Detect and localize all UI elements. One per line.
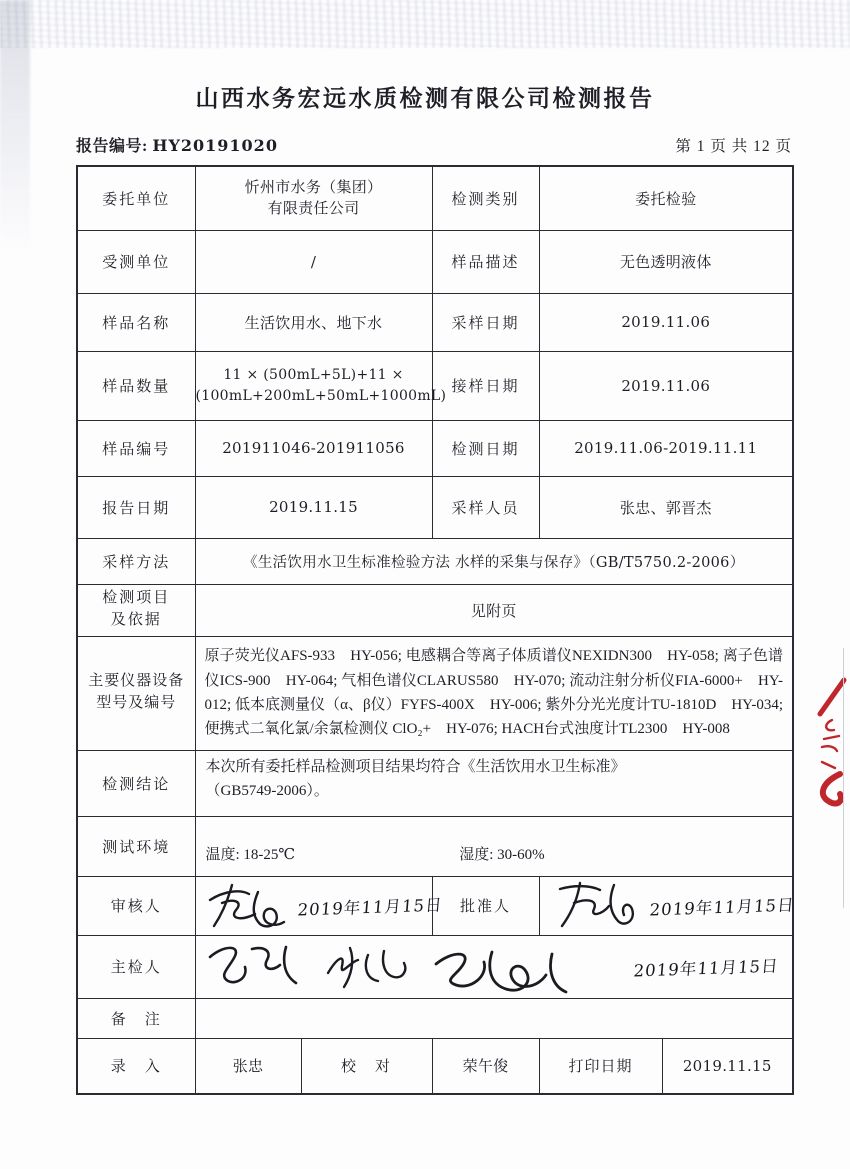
value-sample-name: 生活饮用水、地下水 [195,293,432,351]
value-test-environment [195,816,793,876]
label-test-category: 检测类别 [432,166,539,230]
value-print-date: 2019.11.15 [662,1038,793,1094]
inspector-signature-3 [426,944,576,1002]
value-remarks [195,998,793,1038]
label-sample-description: 样品描述 [432,230,539,293]
report-number [76,133,278,156]
label-reviewer: 审核人 [77,876,195,935]
table-row [77,636,793,750]
value-sample-number: 201911046-201911056 [195,420,432,476]
label-chief-inspector: 主检人 [77,935,195,998]
value-test-items-basis: 见附页 [195,584,793,636]
value-report-date: 2019.11.15 [195,476,432,538]
value-sampling-personnel: 张忠、郭晋杰 [539,476,793,538]
chief-inspector-signature-cell [195,935,793,998]
table-row [77,816,793,876]
value-test-conclusion: 本次所有委托样品检测项目结果均符合《生活饮用水卫生标准》 （GB5749-2006）。 [195,750,793,816]
inspector-signature-1 [202,939,306,995]
label-receiving-date: 接样日期 [432,351,539,420]
label-test-items-basis: 检测项目 及依据 [77,584,195,636]
label-tested-unit: 受测单位 [77,230,195,293]
reviewer-signature [202,880,298,932]
reviewer-signature-cell [195,876,443,935]
label-sampling-date: 采样日期 [432,293,539,351]
table-row [77,293,793,351]
table-row [77,584,793,636]
environment-temperature: 温度: 18-25℃ [205,846,296,863]
approver-sign-date: 2019年11月15日 [648,894,795,920]
table-row [77,876,793,935]
report-meta [76,133,792,156]
value-entered-by: 张忠 [195,1038,301,1094]
label-remarks: 备 注 [77,998,195,1038]
label-print-date: 打印日期 [539,1038,662,1094]
table-row [77,230,793,293]
table-row [77,750,793,816]
page-edge-line [843,648,844,908]
reviewer-sign-date: 2019年11月15日 [296,894,443,920]
approver-signature-cell [539,876,793,935]
report-number-label: 报告编号: [76,138,153,155]
label-entered-by: 录 入 [77,1038,195,1094]
table-row [77,538,793,584]
environment-humidity: 湿度: 30-60% [459,846,545,863]
label-sample-number: 样品编号 [77,420,195,476]
value-main-instruments: 原子荧光仪AFS-933 HY-056; 电感耦合等离子体质谱仪NEXIDN300 HY-058; 离子色谱仪ICS-900 HY-064; 气相色谱仪CLARUS580 HY-070; 流动注射分析仪FIA-6000+ HY-012; 低本底测量仪（α、β仪）FYFS-400X HY-006; 紫外分光光度计TU-1810D HY-034; 便携式二氧化氯/余氯检测仪 ClO₂+ HY-076; HACH台式浊度计TL2300 HY-008 [195,636,793,750]
label-entrust-unit: 委托单位 [77,166,195,230]
label-report-date: 报告日期 [77,476,195,538]
inspector-signature-2 [320,941,416,993]
value-testing-date: 2019.11.06-2019.11.11 [539,420,793,476]
label-main-instruments: 主要仪器设备 型号及编号 [77,636,195,750]
label-test-conclusion: 检测结论 [77,750,195,816]
scan-noise-left [0,0,30,320]
page-title: 山西水务宏远水质检测有限公司检测报告 [195,86,655,111]
table-row [77,420,793,476]
scan-noise-top [0,0,850,48]
label-sample-quantity: 样品数量 [77,351,195,420]
value-test-category: 委托检验 [539,166,793,230]
table-row [77,998,793,1038]
label-sampling-personnel: 采样人员 [432,476,539,538]
page-indicator: 第 1 页 共 12 页 [675,138,792,155]
table-row [77,351,793,420]
label-test-environment: 测试环境 [77,816,195,876]
report-number-value: HY20191020 [152,136,278,155]
value-receiving-date: 2019.11.06 [539,351,793,420]
inspector-sign-date: 2019年11月15日 [632,955,779,981]
report-table [76,165,794,1095]
value-entrust-unit: 忻州市水务（集团） 有限责任公司 [195,166,432,230]
value-sample-quantity: 11 × (500mL+5L)+11 × (100mL+200mL+50mL+1000mL) [195,351,432,420]
value-sampling-method: 《生活饮用水卫生标准检验方法 水样的采集与保存》（GB/T5750.2-2006） [195,538,793,584]
label-testing-date: 检测日期 [432,420,539,476]
table-row [77,1038,793,1094]
value-tested-unit: / [195,230,432,293]
value-sampling-date: 2019.11.06 [539,293,793,351]
table-row [77,476,793,538]
table-row [77,935,793,998]
value-sample-description: 无色透明液体 [539,230,793,293]
label-approver: 批准人 [432,876,539,935]
label-sampling-method: 采样方法 [77,538,195,584]
table-row [77,166,793,230]
value-proofread-by: 荣午俊 [432,1038,539,1094]
label-proofread-by: 校 对 [301,1038,432,1094]
label-sample-name: 样品名称 [77,293,195,351]
approver-signature [546,879,650,933]
